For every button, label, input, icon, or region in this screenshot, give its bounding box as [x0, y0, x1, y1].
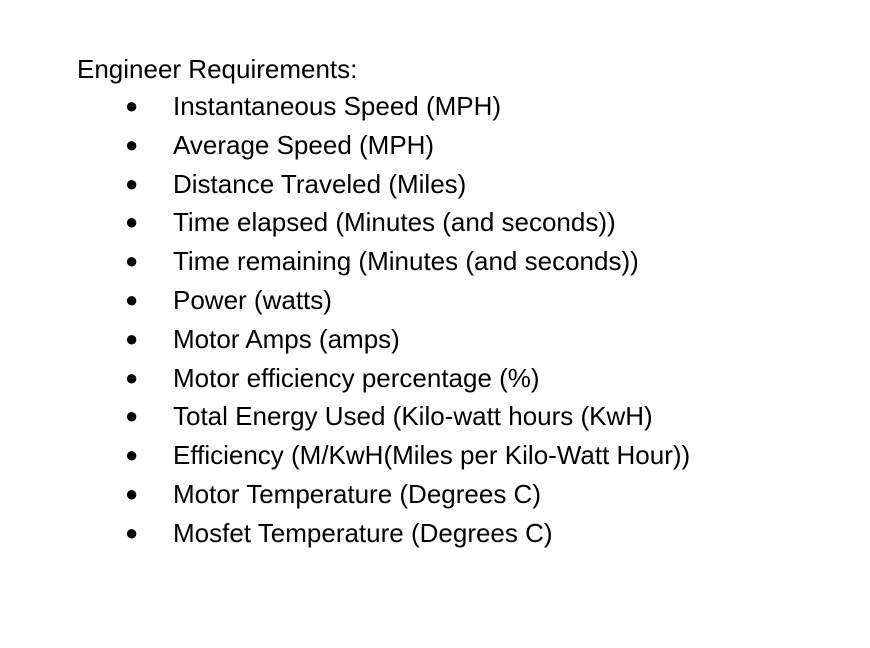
- bullet-icon: ●: [125, 93, 139, 118]
- requirement-text: Motor Amps (amps): [173, 323, 400, 354]
- requirement-text: Efficiency (M/KwH(Miles per Kilo-Watt Hour)): [173, 440, 691, 471]
- requirement-text: Power (watts): [173, 284, 332, 315]
- bullet-icon: ●: [125, 325, 139, 351]
- requirement-text: Time remaining (Minutes (and seconds)): [173, 246, 639, 277]
- requirement-text: Total Energy Used (Kilo-watt hours (KwH): [173, 401, 653, 432]
- bullet-icon: ●: [125, 286, 139, 312]
- bullet-icon: ●: [125, 209, 139, 235]
- requirement-text: Distance Traveled (Miles): [173, 168, 467, 199]
- bullet-icon: ●: [125, 248, 139, 274]
- requirements-heading: Engineer Requirements:: [77, 54, 358, 84]
- requirement-text: Instantaneous Speed (MPH): [173, 91, 502, 121]
- bullet-icon: ●: [125, 480, 139, 506]
- bullet-icon: ●: [125, 403, 139, 429]
- requirement-text: Time elapsed (Minutes (and seconds)): [173, 207, 616, 238]
- requirement-text: Mosfet Temperature (Degrees C): [173, 517, 553, 548]
- requirement-text: Average Speed (MPH): [173, 129, 435, 160]
- bullet-icon: ●: [125, 170, 139, 196]
- bullet-icon: ●: [125, 364, 139, 390]
- bullet-icon: ●: [125, 519, 139, 545]
- bullet-icon: ●: [125, 442, 139, 468]
- bullet-icon: ●: [125, 131, 139, 157]
- requirement-text: Motor efficiency percentage (%): [173, 362, 540, 393]
- requirement-text: Motor Temperature (Degrees C): [173, 478, 541, 509]
